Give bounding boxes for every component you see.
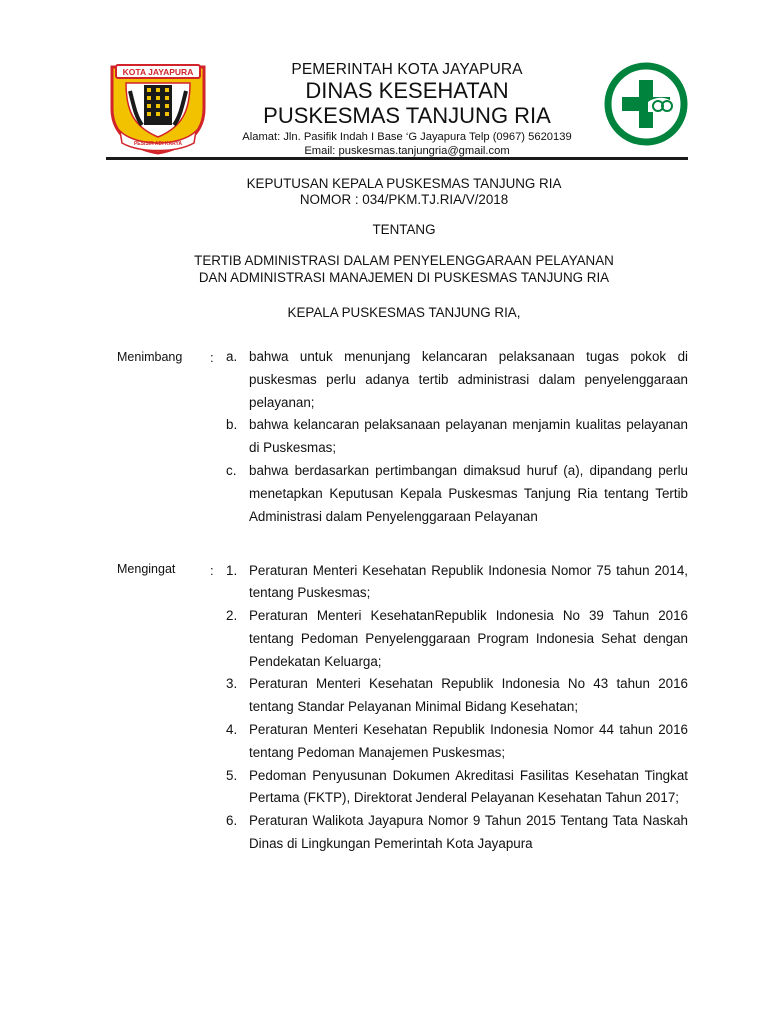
emblem-motto: PESISIR ADI KARYA — [133, 141, 183, 147]
puskesmas-logo-icon — [604, 62, 688, 146]
list-text: bahwa untuk menunjang kelancaran pelaksanaan tugas pokok di puskesmas perlu adanya tertib administrasi dalam penyelenggaraan pelayanan; — [249, 349, 688, 410]
list-item — [226, 719, 688, 765]
decree-title: KEPUTUSAN KEPALA PUSKESMAS TANJUNG RIA — [246, 176, 562, 191]
list-item — [226, 810, 688, 856]
menimbang-colon: : — [210, 350, 214, 365]
list-item — [226, 414, 688, 460]
list-text: Pedoman Penyusunan Dokumen Akreditasi Fasilitas Kesehatan Tingkat Pertama (FKTP), Direktorat Jenderal Pelayanan Kesehatan Tahun 2017; — [249, 767, 688, 806]
decree-number: NOMOR : 034/PKM.TJ.RIA/V/2018 — [299, 192, 509, 207]
list-marker: 6. — [226, 813, 238, 829]
list-text: Peraturan Menteri Kesehatan Republik Indonesia Nomor 75 tahun 2014, tentang Puskesmas; — [249, 562, 688, 601]
list-marker: 2. — [226, 608, 238, 624]
menimbang-list — [226, 346, 688, 528]
decree-official: KEPALA PUSKESMAS TANJUNG RIA, — [287, 305, 521, 320]
list-marker: c. — [226, 462, 237, 478]
mengingat-list — [226, 560, 688, 856]
decree-about: TENTANG — [372, 222, 436, 237]
mengingat-label: Mengingat — [117, 562, 176, 576]
list-marker: 4. — [226, 722, 238, 738]
address-line: Alamat: Jln. Pasifik Indah I Base ‘G Jayapura Telp (0967) 5620139 — [242, 131, 572, 143]
letterhead-rule — [106, 157, 688, 160]
list-text: Peraturan Menteri KesehatanRepublik Indonesia No 39 Tahun 2016 tentang Pedoman Penyelenggaraan Program Indonesia Sehat dengan Pendekatan Keluarga; — [249, 608, 688, 669]
kota-jayapura-emblem — [106, 61, 210, 155]
letterhead — [0, 0, 768, 160]
letterhead-text — [216, 60, 598, 158]
list-marker: 5. — [226, 767, 238, 783]
list-marker: 1. — [226, 562, 238, 578]
list-text: bahwa berdasarkan pertimbangan dimaksud huruf (a), dipandang perlu menetapkan Keputusan Kepala Puskesmas Tanjung Ria tentang Tertib Administrasi dalam Penyelenggaraan Pelayanan — [249, 462, 688, 524]
facility-name: PUSKESMAS TANJUNG RIA — [263, 103, 551, 128]
decree-subject-line-1: TERTIB ADMINISTRASI DALAM PENYELENGGARAAN PELAYANAN — [194, 253, 614, 268]
list-text: Peraturan Walikota Jayapura Nomor 9 Tahun 2015 Tentang Tata Naskah Dinas di Lingkungan Pemerintah Kota Jayapura — [249, 813, 688, 852]
list-text: bahwa kelancaran pelaksanaan pelayanan menjamin kualitas pelayanan di Puskesmas; — [249, 417, 688, 456]
government-name: PEMERINTAH KOTA JAYAPURA — [291, 61, 523, 78]
list-item — [226, 460, 688, 528]
list-text: Peraturan Menteri Kesehatan Republik Indonesia Nomor 44 tahun 2016 tentang Pedoman Manajemen Puskesmas; — [249, 722, 688, 760]
list-marker: b. — [226, 417, 238, 433]
list-item — [226, 673, 688, 719]
list-item — [226, 560, 688, 606]
list-item — [226, 605, 688, 673]
email-line: Email: puskesmas.tanjungria@gmail.com — [304, 145, 510, 157]
list-item — [226, 765, 688, 811]
department-name: DINAS KESEHATAN — [305, 78, 509, 103]
emblem-title: KOTA JAYAPURA — [122, 67, 194, 77]
list-item — [226, 346, 688, 414]
mengingat-colon: : — [210, 563, 214, 578]
list-marker: a. — [226, 349, 238, 364]
list-text: Peraturan Menteri Kesehatan Republik Indonesia No 43 tahun 2016 tentang Standar Pelayanan Minimal Bidang Kesehatan; — [249, 676, 688, 715]
menimbang-label: Menimbang — [117, 350, 183, 364]
list-marker: 3. — [226, 676, 238, 692]
decree-subject-line-2: DAN ADMINISTRASI MANAJEMEN DI PUSKESMAS TANJUNG RIA — [198, 269, 610, 285]
